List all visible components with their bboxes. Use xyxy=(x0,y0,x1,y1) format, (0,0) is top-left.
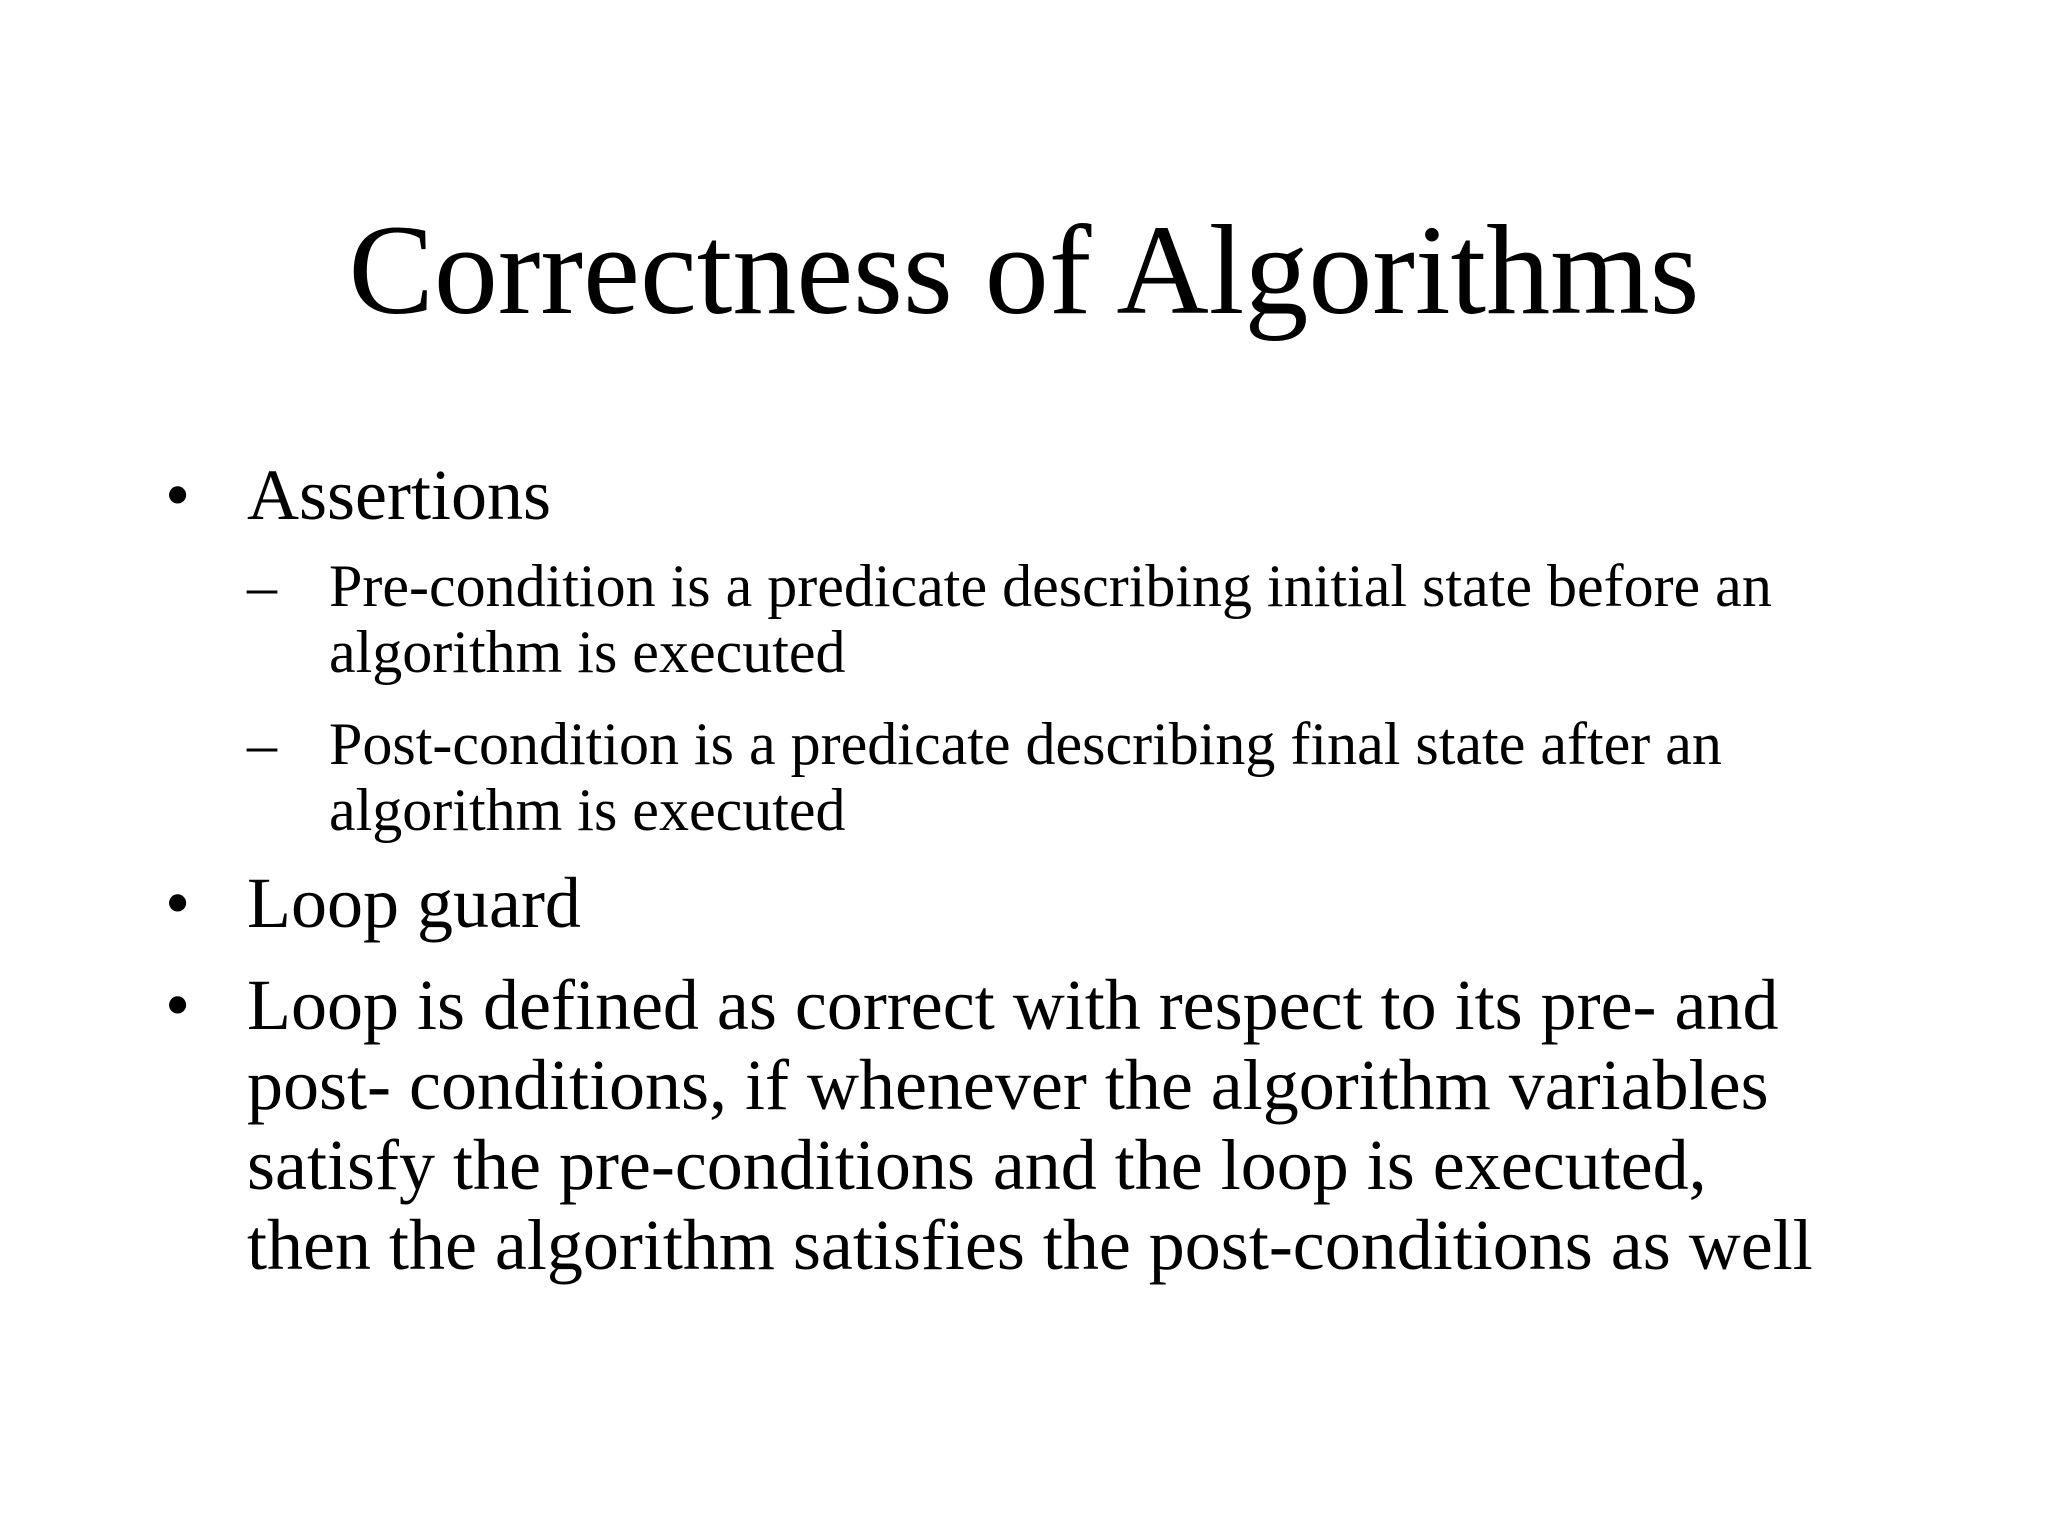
bullet-line: post- conditions, if whenever the algorithm variables xyxy=(247,1045,1769,1125)
sub-bullet-line: algorithm is executed xyxy=(329,619,846,685)
bullet-loop-guard xyxy=(165,863,1925,943)
slide-title: Correctness of Algorithms xyxy=(348,199,1700,341)
bullet-text: Loop guard xyxy=(247,863,581,943)
bullet-loop-correctness xyxy=(165,965,1925,1285)
sub-bullet-post-condition xyxy=(247,711,1925,843)
slide-body xyxy=(165,455,1925,1285)
sub-bullet-pre-condition xyxy=(247,553,1925,685)
bullet-line: satisfy the pre-conditions and the loop is executed, xyxy=(247,1125,1707,1205)
bullet-marker: • xyxy=(165,863,191,943)
bullet-line: then the algorithm satisfies the post-conditions as well xyxy=(247,1205,1813,1285)
dash-marker: – xyxy=(247,553,277,619)
sub-bullet-line: algorithm is executed xyxy=(329,777,846,843)
bullet-line: Loop is defined as correct with respect to its pre- and xyxy=(247,965,1779,1045)
sub-bullet-line: Post-condition is a predicate describing final state after an xyxy=(329,711,1722,777)
bullet-assertions xyxy=(165,455,1925,535)
bullet-text: Assertions xyxy=(247,455,551,535)
dash-marker: – xyxy=(247,711,277,777)
bullet-marker: • xyxy=(165,455,191,535)
sub-bullet-line: Pre-condition is a predicate describing initial state before an xyxy=(329,553,1772,619)
bullet-marker: • xyxy=(165,965,191,1045)
